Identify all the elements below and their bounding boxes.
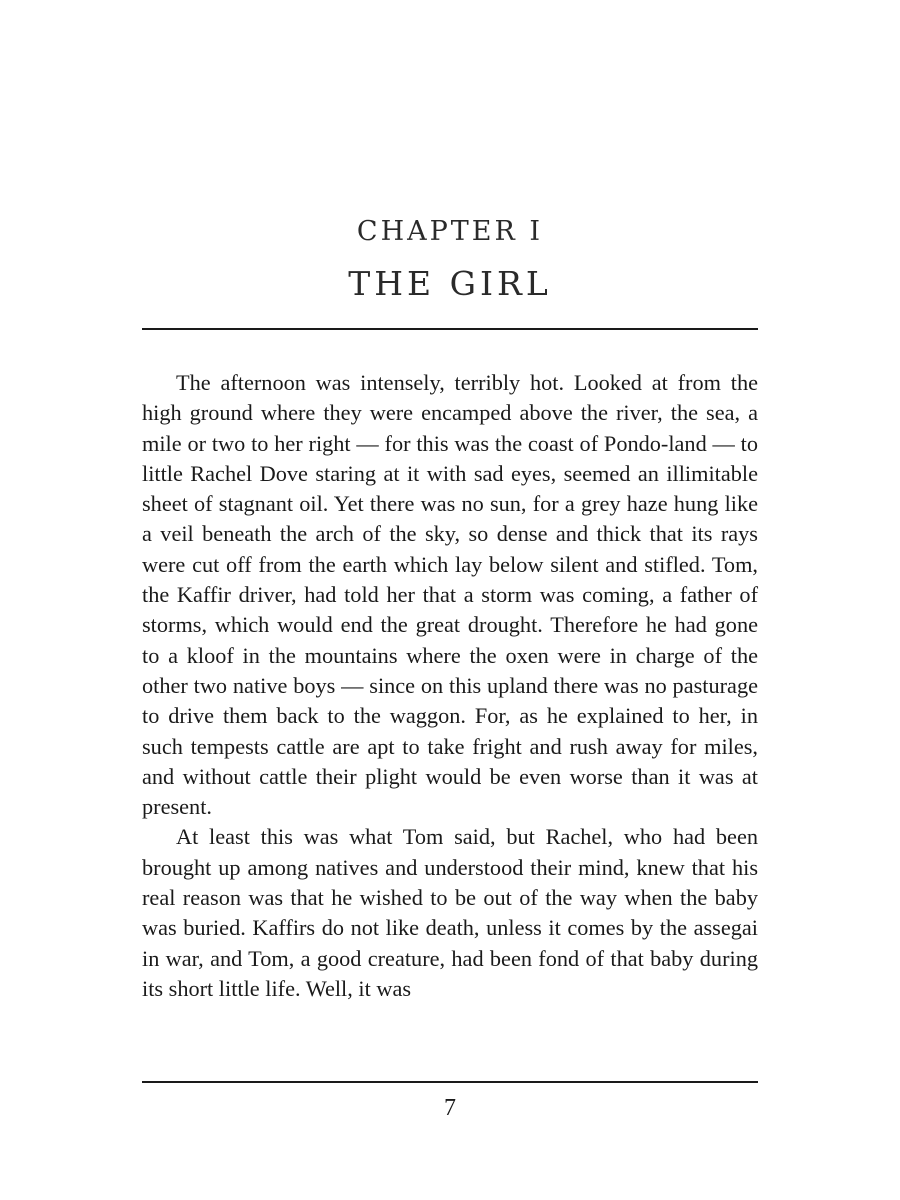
body-text xyxy=(142,368,758,1004)
page-number: 7 xyxy=(444,1095,456,1121)
chapter-title: THE GIRL xyxy=(348,264,552,303)
top-divider xyxy=(142,328,758,330)
chapter-number: CHAPTER I xyxy=(356,216,544,247)
paragraph-1: The afternoon was intensely, terribly hot. Looked at from the high ground where they were encamped above the river, the sea, a mile or two to her right — for this was the coast of Pondo-land — to little Rachel Dove staring at it with sad eyes, seemed an illimitable sheet of stagnant oil. Yet there was no sun, for a grey haze hung like a veil beneath the arch of the sky, so dense and thick that its rays were cut off from the earth which lay below silent and stifled. Tom, the Kaffir driver, had told her that a storm was coming, a father of storms, which would end the great drought. Therefore he had gone to a kloof in the mountains where the oxen were in charge of the other two native boys — since on this upland there was no pasturage to drive them back to the waggon. For, as he explained to her, in such tempests cattle are apt to take fright and rush away for miles, and without cattle their plight would be even worse than it was at present. xyxy=(142,370,758,820)
chapter-heading xyxy=(0,212,900,312)
bottom-divider xyxy=(142,1081,758,1083)
paragraph-2: At least this was what Tom said, but Rachel, who had been brought up among natives and understood their mind, knew that his real reason was that he wished to be out of the way when the baby was buried. Kaffirs do not like death, unless it comes by the assegai in war, and Tom, a good creature, had been fond of that baby during its short little life. Well, it was xyxy=(142,824,758,1001)
